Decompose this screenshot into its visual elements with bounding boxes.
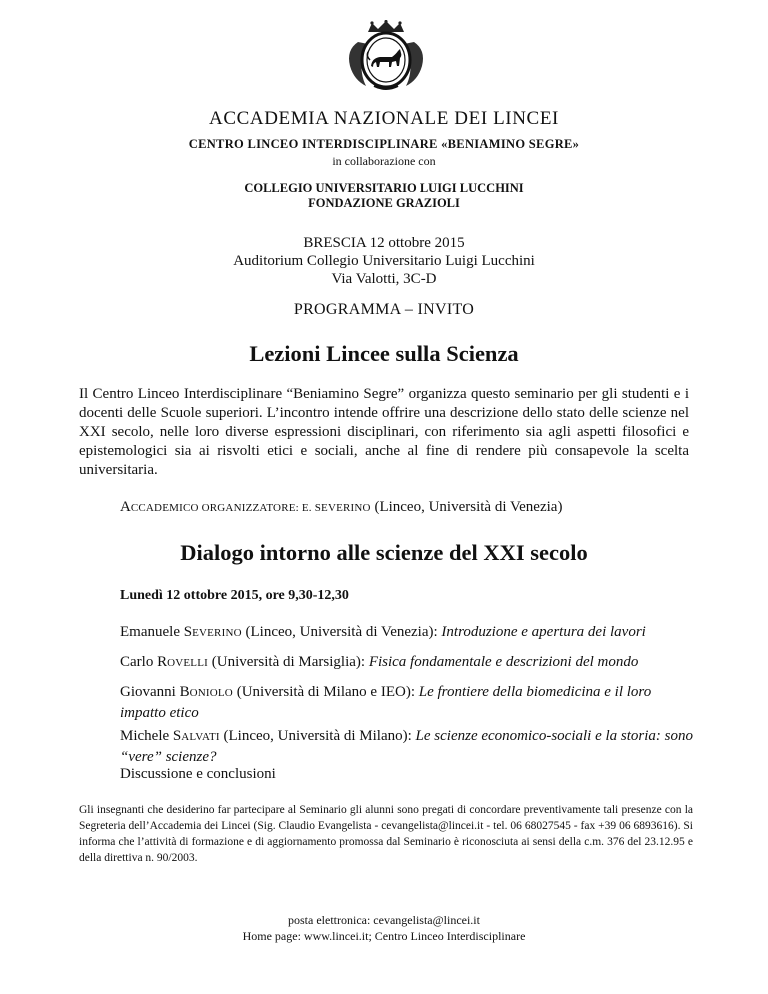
centro-linceo-title: CENTRO LINCEO INTERDISCIPLINARE «BENIAMINO SEGRE» <box>188 137 580 151</box>
talk-item <box>120 682 700 723</box>
collaboration-note: in collaborazione con <box>332 154 436 168</box>
speaker-affiliation: (Università di Milano e IEO): <box>232 684 419 700</box>
organizer-label: CCADEMICO ORGANIZZATORE <box>130 502 296 514</box>
organizer-affiliation: (Linceo, Università di Venezia) <box>370 499 563 515</box>
venue-address: Via Valotti, 3C-D <box>331 271 437 287</box>
speaker-surname: ONIOLO <box>189 687 233 699</box>
venue-auditorium: Auditorium Collegio Universitario Luigi Lucchini <box>233 253 535 269</box>
speaker-first: Giovanni B <box>120 684 190 700</box>
talk-item <box>120 726 700 767</box>
speaker-surname: OVELLI <box>167 657 209 669</box>
closing-item: Discussione e conclusioni <box>120 766 276 782</box>
partner-block <box>0 181 768 211</box>
organizer-label-initial: A <box>120 499 131 515</box>
talk-item <box>120 652 700 673</box>
speaker-first: Carlo R <box>120 654 168 670</box>
programma-heading: PROGRAMMA – INVITO <box>293 301 475 318</box>
talk-title: Le frontiere della biomedicina e il loro impatto etico <box>120 684 652 721</box>
organizer-line <box>120 499 562 516</box>
speaker-first: Emanuele S <box>120 624 193 640</box>
academy-title: ACCADEMIA NAZIONALE DEI LINCEI <box>209 108 559 129</box>
organizer-name: EVERINO <box>321 502 371 514</box>
organizer-name-initial: E. S <box>301 502 322 514</box>
talk-item <box>120 622 700 643</box>
venue-date: BRESCIA 12 ottobre 2015 <box>303 235 465 251</box>
speaker-affiliation: (Università di Marsiglia): <box>208 654 369 670</box>
speaker-surname: ALVATI <box>181 731 220 743</box>
teacher-notice: Gli insegnanti che desiderino far partecipare al Seminario gli alunni sono pregati di concordare preventivamente tali presenze con la Segreteria dell’Accademia dei Lincei (Sig. Claudio Evangelista - cevangelista@lincei.it - tel. 06 68027545 - fax +39 06 6893616). Si informa che l’attività di formazione e di aggiornamento promossa dal Seminario è riconosciuta ai sensi della c.m. 376 del 23.12.95 e della direttiva n. 90/2003. <box>79 804 693 864</box>
dialogo-title: Dialogo intorno alle scienze del XXI secolo <box>180 540 588 565</box>
academy-seal-icon <box>336 20 436 94</box>
footer-email: posta elettronica: cevangelista@lincei.it <box>288 913 480 927</box>
session-date: Lunedì 12 ottobre 2015, ore 9,30-12,30 <box>120 588 349 603</box>
speaker-first: Michele S <box>120 728 182 744</box>
partner-fondazione: FONDAZIONE GRAZIOLI <box>308 196 460 210</box>
talk-title: Fisica fondamentale e descrizioni del mondo <box>368 654 639 670</box>
partner-collegio: COLLEGIO UNIVERSITARIO LUIGI LUCCHINI <box>244 181 524 195</box>
speaker-affiliation: (Linceo, Università di Venezia): <box>241 624 442 640</box>
lezioni-title: Lezioni Lincee sulla Scienza <box>249 341 519 366</box>
venue-block <box>0 234 768 288</box>
intro-paragraph: Il Centro Linceo Interdisciplinare “Beniamino Segre” organizza questo seminario per gli studenti e i docenti delle Scuole superiori. L’incontro intende offrire una descrizione dello stato delle scienze nel XXI secolo, nelle loro diverse espressioni disciplinari, con riferimento sia agli aspetti filosofici e epistemologici sia ai risvolti etici e sociali, anche al fine di rendere più consapevole la scelta universitaria. <box>79 386 689 478</box>
speaker-surname: EVERINO <box>192 627 242 639</box>
talk-title: Le scienze economico-sociali e la storia: sono “vere” scienze? <box>120 728 693 765</box>
talk-title: Introduzione e apertura dei lavori <box>441 624 646 640</box>
organizer-separator: : <box>295 502 302 514</box>
footer-homepage: Home page: www.lincei.it; Centro Linceo Interdisciplinare <box>242 929 526 943</box>
speaker-affiliation: (Linceo, Università di Milano): <box>219 728 416 744</box>
footer <box>0 912 768 944</box>
